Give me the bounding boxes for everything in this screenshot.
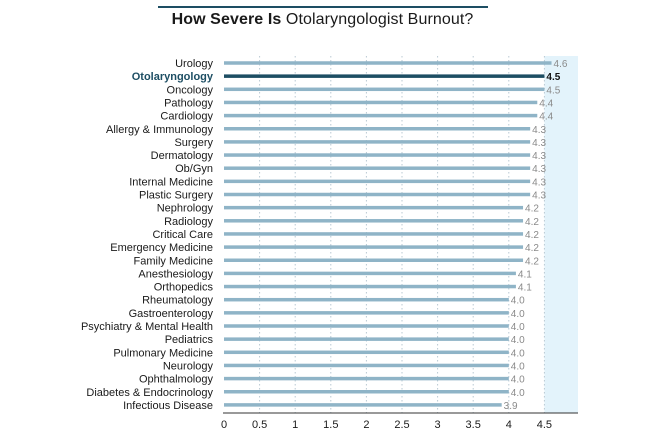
category-label: Otolaryngology xyxy=(131,71,213,84)
value-label: 4.3 xyxy=(532,177,547,189)
value-label: 4.3 xyxy=(532,190,547,202)
bar xyxy=(224,324,509,328)
bar xyxy=(224,61,552,65)
value-label: 4.0 xyxy=(510,335,525,347)
category-label: Pathology xyxy=(164,97,213,110)
category-label: Neurology xyxy=(162,360,213,373)
value-label: 4.0 xyxy=(510,374,525,386)
category-label: Rheumatology xyxy=(142,294,213,307)
value-label: 4.2 xyxy=(525,203,539,215)
bar xyxy=(224,101,537,105)
category-label: Anesthesiology xyxy=(138,268,213,281)
bar xyxy=(224,193,530,197)
value-label: 4.2 xyxy=(525,229,539,241)
category-label: Emergency Medicine xyxy=(110,242,213,255)
value-label: 4.0 xyxy=(510,295,525,307)
bar xyxy=(224,298,509,302)
category-label: Infectious Disease xyxy=(123,399,213,412)
value-label: 4.4 xyxy=(539,98,554,110)
bar xyxy=(224,153,530,157)
category-label: Ophthalmology xyxy=(139,373,213,386)
category-label: Internal Medicine xyxy=(129,176,213,189)
category-label: Gastroenterology xyxy=(128,307,213,320)
bar xyxy=(224,245,523,249)
bar xyxy=(224,311,509,315)
bar xyxy=(224,390,509,394)
x-tick-label: 0 xyxy=(220,419,228,431)
bar xyxy=(224,337,509,341)
category-label: Orthopedics xyxy=(153,281,213,294)
value-label: 4.3 xyxy=(532,151,547,163)
category-label: Ob/Gyn xyxy=(175,163,213,176)
bar xyxy=(224,74,544,78)
value-label: 4.5 xyxy=(546,85,561,97)
bar xyxy=(224,180,530,184)
chart-title-rest: Otolaryngologist Burnout? xyxy=(285,11,474,28)
category-label: Cardiology xyxy=(160,110,213,123)
chart-title-bold: How Severe Is xyxy=(171,11,282,28)
value-label: 4.0 xyxy=(510,308,525,320)
x-tick-label: 3 xyxy=(434,419,441,431)
bar xyxy=(224,232,523,236)
category-label: Diabetes & Endocrinology xyxy=(86,386,213,399)
value-label: 4.0 xyxy=(510,361,525,373)
x-tick-label: 2.5 xyxy=(394,419,410,431)
category-label: Dermatology xyxy=(150,150,213,163)
bar xyxy=(224,351,509,355)
x-tick-label: 1.5 xyxy=(323,419,339,431)
category-label: Radiology xyxy=(164,215,213,228)
bar xyxy=(224,364,509,368)
category-label: Psychiatry & Mental Health xyxy=(80,321,213,333)
category-label: Critical Care xyxy=(152,228,213,241)
bar xyxy=(224,114,537,118)
value-label: 4.2 xyxy=(525,256,539,268)
value-label: 4.1 xyxy=(517,282,532,294)
value-label: 4.6 xyxy=(553,59,568,70)
category-label: Pulmonary Medicine xyxy=(113,347,213,360)
value-label: 4.0 xyxy=(510,348,525,360)
x-tick-label: 4 xyxy=(505,419,512,431)
value-label: 4.2 xyxy=(525,243,539,255)
value-label: 4.5 xyxy=(546,72,561,84)
bar xyxy=(224,140,530,144)
bar xyxy=(224,403,502,407)
bar xyxy=(224,206,523,210)
value-label: 4.3 xyxy=(532,164,547,176)
bar xyxy=(224,88,544,92)
bar xyxy=(224,166,530,170)
bar xyxy=(224,377,509,381)
value-label: 4.1 xyxy=(517,269,532,281)
value-label: 4.0 xyxy=(510,387,525,399)
value-label: 4.4 xyxy=(539,111,554,123)
x-tick-label: 4.5 xyxy=(536,419,553,431)
x-tick-label: 1 xyxy=(292,419,299,431)
category-label: Plastic Surgery xyxy=(139,189,213,202)
x-tick-label: 0.5 xyxy=(251,419,268,431)
category-label: Oncology xyxy=(166,84,213,97)
x-tick-label: 2 xyxy=(363,419,370,431)
x-tick-label: 3.5 xyxy=(465,419,481,431)
category-label: Urology xyxy=(175,58,213,70)
bar xyxy=(224,285,516,289)
bar xyxy=(224,127,530,131)
bar xyxy=(224,259,523,263)
value-label: 4.3 xyxy=(532,124,547,136)
category-label: Pediatrics xyxy=(164,334,213,347)
value-label: 4.3 xyxy=(532,137,547,149)
highlight-band xyxy=(544,56,578,413)
value-label: 4.2 xyxy=(525,216,539,228)
category-label: Family Medicine xyxy=(133,255,213,268)
value-label: 4.0 xyxy=(510,322,525,333)
category-label: Allergy & Immunology xyxy=(106,123,213,136)
category-label: Surgery xyxy=(174,136,213,149)
bar xyxy=(224,219,523,223)
value-label: 3.9 xyxy=(503,400,518,412)
bar xyxy=(224,272,516,276)
category-label: Nephrology xyxy=(156,202,213,215)
